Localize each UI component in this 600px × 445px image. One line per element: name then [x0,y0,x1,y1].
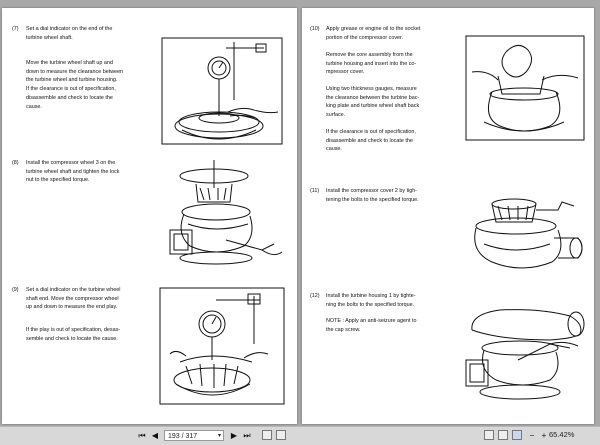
step-text: If the clearance is out of specification, disassemble and check to locate the cause. [326,129,416,153]
step-text: Set a dial indicator on the turbine wheel shaft end. Move the compressor wheel up and down to measure the end play. [26,287,121,311]
document-page-right [302,8,594,424]
first-page-icon[interactable]: ⏮ [138,431,146,440]
document-page-left [2,8,297,424]
next-page-icon[interactable]: ▶ [230,431,238,440]
fit-width-icon[interactable] [512,430,522,440]
page-indicator: 193 / 317 [168,433,198,440]
viewer-toolbar [0,426,600,445]
step-text: Set a dial indicator on the end of the turbine wheel shaft. [26,26,113,41]
step-text: If the play is out of specification, desas- semble and check to locate the cause. [26,327,121,342]
prev-page-icon[interactable]: ◀ [151,431,159,440]
figure-dial-indicator-turbine [156,30,288,150]
chevron-down-icon[interactable]: ▾ [217,433,221,439]
step-text: Install the turbine housing 1 by tighte- ning the bolts to the specified torque. [326,293,416,308]
step-text: Remove the core assembly from the turbine housing and insert into the co- mpressor cover. [326,52,417,76]
last-page-icon[interactable]: ⏭ [243,431,251,440]
two-page-icon[interactable] [498,430,508,440]
step-number: (9) [12,287,19,293]
zoom-level[interactable]: 65.42% [549,430,575,439]
figure-compressor-wheel-install [156,154,288,274]
step-number: (7) [12,26,19,32]
step-number: (10) [310,26,320,32]
step-text: Using two thickness gauges, measure the clearance between the turbine bac- king plate and turbine wheel shaft back surface. [326,86,420,119]
page-number-field[interactable] [164,430,224,441]
figure-compressor-cover-install [462,182,588,278]
step-text: Apply grease or engine oil to the socket portion of the compressor cover. [326,26,421,41]
figure-dial-indicator-compressor [156,284,288,409]
print-icon[interactable] [276,430,286,440]
step-number: (11) [310,188,320,194]
step-note: NOTE : Apply an anti-seizure agent to the cap screw. [326,318,417,333]
step-text: Install the compressor cover 2 by tigh- tening the bolts to the specified torque. [326,188,419,203]
step-number: (8) [12,160,19,166]
figure-thickness-gauge-core [462,32,588,144]
step-text: Move the turbine wheel shaft up and down to measure the clearance between the turbine wheel and turbine housing. If the clearance is out of specification, disassemble and check to locate the cause. [26,60,124,110]
zoom-out-icon[interactable]: − [529,431,535,440]
step-text: Install the compressor wheel 3 on the turbine wheel shaft and tighten the lock nut to the specified torque. [26,160,120,184]
single-page-icon[interactable] [484,430,494,440]
copy-icon[interactable] [262,430,272,440]
figure-turbine-housing-install [460,300,588,410]
zoom-in-icon[interactable]: + [541,431,547,440]
step-number: (12) [310,293,320,299]
